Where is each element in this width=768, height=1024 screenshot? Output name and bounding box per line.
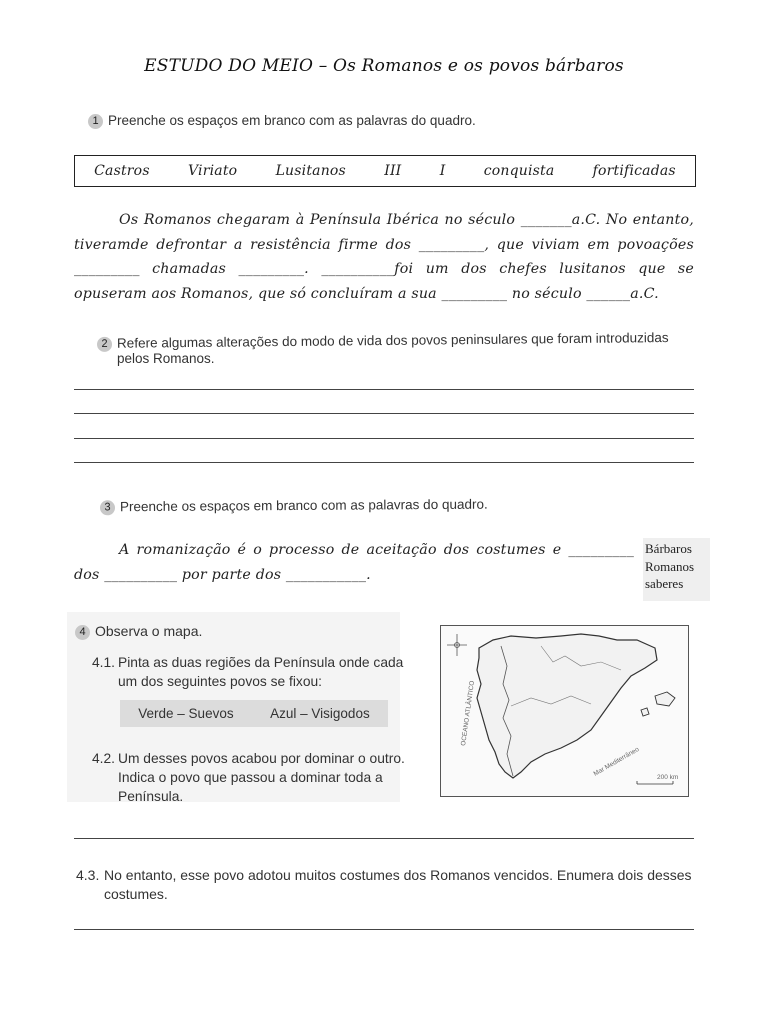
- answer-line[interactable]: [74, 413, 694, 414]
- question-4-2-number: 4.2.: [92, 751, 116, 766]
- word-box-item: fortificadas: [592, 163, 676, 179]
- scale-bar: [637, 781, 673, 784]
- question-4-2: [92, 749, 405, 806]
- question-4-text: Observa o mapa.: [95, 623, 203, 639]
- word-box-item: conquista: [483, 163, 555, 179]
- question-4-1-number: 4.1.: [92, 655, 116, 670]
- legend-green: Verde – Suevos: [138, 706, 234, 721]
- question-3-instruction: [100, 497, 488, 516]
- question-3-paragraph: [74, 538, 634, 587]
- question-2-text-line2: pelos Romanos.: [117, 351, 215, 366]
- paragraph-line: A romanização é o processo de aceitação dos costumes e _________: [119, 542, 634, 558]
- answer-line[interactable]: [74, 929, 694, 930]
- question-4-1-line: Pinta as duas regiões da Península onde cada: [118, 655, 404, 670]
- ocean-label: OCEANO ATLÂNTICO: [460, 680, 477, 747]
- question-3-number: 3: [100, 500, 115, 515]
- word-box-item: Viriato: [187, 163, 238, 179]
- compass-icon: [447, 634, 467, 656]
- word-box-item: Castros: [94, 163, 150, 179]
- word-box-item: I: [439, 163, 446, 179]
- question-2-text: Refere algumas alterações do modo de vida dos povos peninsulares que foram introduzidas: [116, 330, 669, 351]
- word-box-item: Bárbaros: [645, 541, 692, 556]
- word-box-item: Romanos: [645, 558, 695, 574]
- answer-line[interactable]: [74, 462, 694, 463]
- question-4-2-line: Península.: [118, 789, 184, 804]
- question-4-1: [92, 653, 403, 691]
- color-legend: [120, 700, 388, 727]
- question-3-word-box: [643, 538, 710, 601]
- question-4-2-line: Indica o povo que passou a dominar toda a: [118, 770, 383, 785]
- question-4-3-number: 4.3.: [76, 867, 100, 883]
- question-4-number: 4: [75, 625, 90, 640]
- question-4-1-line: um dos seguintes povos se fixou:: [118, 674, 323, 689]
- question-1-paragraph: [74, 208, 694, 306]
- sea-label: Mar Mediterrâneo: [592, 746, 641, 778]
- scale-label: 200 km: [657, 774, 679, 781]
- word-box-item: saberes: [645, 576, 684, 591]
- iberian-peninsula-map: [440, 625, 689, 797]
- question-4-2-line: Um desses povos acabou por dominar o outro.: [118, 751, 405, 766]
- question-1-word-box: [74, 155, 696, 187]
- paragraph-line: tiveramde defrontar a resistência firme dos _________, que viviam em povoações: [74, 236, 694, 253]
- page-title: ESTUDO DO MEIO – Os Romanos e os povos bárbaros: [144, 56, 624, 76]
- question-1-number: 1: [88, 114, 103, 129]
- paragraph-line: opuseram aos Romanos, que só concluíram a sua _________ no século ______a.C.: [74, 285, 659, 302]
- paragraph-line: Os Romanos chegaram à Península Ibérica no século _______a.C. No entanto,: [119, 212, 694, 228]
- question-4-instruction: [75, 623, 202, 640]
- map-drawing: [441, 626, 688, 796]
- question-4-3-line: No entanto, esse povo adotou muitos costumes dos Romanos vencidos. Enumera dois desses: [104, 867, 692, 883]
- paragraph-line: _________ chamadas _________. __________foi um dos chefes lusitanos que se: [74, 261, 694, 277]
- answer-line[interactable]: [74, 438, 694, 439]
- legend-blue: Azul – Visigodos: [270, 706, 370, 721]
- question-2-number: 2: [97, 337, 112, 352]
- answer-line[interactable]: [74, 389, 694, 390]
- question-3-text: Preenche os espaços em branco com as palavras do quadro.: [119, 496, 488, 515]
- word-box-item: III: [384, 163, 402, 179]
- question-1-text: Preenche os espaços em branco com as palavras do quadro.: [108, 113, 476, 128]
- question-4-3-line: costumes.: [104, 886, 168, 902]
- question-2-instruction: [97, 330, 669, 352]
- word-box-item: Lusitanos: [275, 163, 346, 179]
- question-1-instruction: [88, 113, 476, 129]
- answer-line[interactable]: [74, 838, 694, 839]
- question-4-3: [76, 866, 692, 904]
- paragraph-line: dos __________ por parte dos ___________.: [74, 566, 371, 583]
